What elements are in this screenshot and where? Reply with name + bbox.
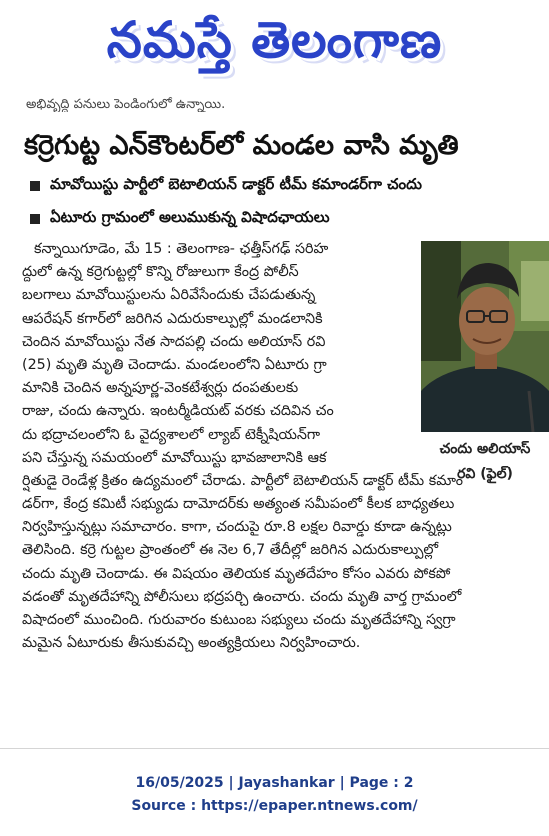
body-line: చెందిన మావోయిస్టు నేత సాదపల్లి చందు అలియాస్ రవి (22, 333, 326, 350)
masthead-title: నమస్తే తెలంగాణ (106, 10, 443, 69)
body-line: బలగాలు మావోయిస్టులను ఏరివేసేందుకు చేపడుతున్న (22, 287, 316, 304)
body-line: ఆపరేషన్ కగార్‌లో జరిగిన ఎదురుకాల్పుల్లో మండలానికి (22, 310, 323, 327)
footer-source-link[interactable]: Source : https://epaper.ntnews.com/ (131, 798, 418, 814)
body-line: తెలిసింది. కర్రె గుట్టల ప్రాంతంలో ఈ నెల 6,7 తేదీల్లో జరిగిన ఎదురుకాల్పుల్లో (22, 542, 439, 559)
body-line: పని చేస్తున్న సమయంలో మావోయిస్టు భావజాలానికి ఆక (22, 449, 327, 466)
body-line: విషాదంలో ముంచింది. గురువారం కుటుంబ సభ్యులు చందు మృతదేహాన్ని స్వగ్రా (22, 612, 456, 628)
photo-caption-line-1: చందు అలియాస్ (439, 441, 531, 457)
footer-edition-info: 16/05/2025 | Jayashankar | Page : 2 (135, 775, 414, 791)
body-line: రాజు, చందు ఉన్నారు. ఇంటర్మీడియట్ వరకు చదివిన చం (22, 403, 334, 420)
body-line: వడంతో మృతదేహాన్ని పోలీసులు భద్రపర్చి ఉంచారు. చందు మృతి వార్త గ్రామంలో (22, 588, 462, 605)
masthead (0, 0, 549, 92)
photo-caption-line-2: రవి (ఫైల్) (457, 466, 513, 482)
previous-article-cutline: అభివృద్ధి పనులు పెండింగులో ఉన్నాయి. (26, 97, 226, 112)
subhead-2-text: ఏటూరు గ్రామంలో అలుముకున్న విషాదఛాయలు (50, 208, 330, 226)
photo-caption (421, 437, 549, 487)
body-line: డర్‌గా, కేంద్ర కమిటీ సభ్యుడు దామోదర్‌కు అత్యంత సమీపంలో కీలక బాధ్యతలు (22, 496, 455, 513)
article-headline: కర్రెగుట్ట ఎన్‌కౌంటర్‌లో మండల వాసి మృతి (24, 130, 459, 161)
subhead-2 (30, 207, 549, 231)
portrait-photo (421, 241, 549, 432)
subhead-1 (30, 174, 549, 198)
body-line: ద్దులో ఉన్న కర్రెగుట్టల్లో కొన్ని రోజులుగా కేంద్ర పోలీస్ (22, 264, 299, 281)
bullet-square-icon (30, 181, 40, 191)
footer-divider (0, 748, 549, 749)
body-line: (25) మృతి మృతి చెందాడు. మండలంలోని ఏటూరు గ్రా (22, 356, 327, 373)
body-line: మానికి చెందిన అన్నపూర్ణ-వెంకటేశ్వర్లు దంపతులకు (22, 380, 299, 397)
body-line: కన్నాయిగూడెం, మే 15 : తెలంగాణ- ఛత్తీస్‌గఢ్ సరిహ (34, 241, 329, 257)
body-line: ర్షితుడై రెండేళ్ల క్రితం ఉద్యమంలో చేరాడు. పార్టీలో బెటాలియన్ డాక్టర్ టీమ్ కమాం (22, 472, 463, 489)
body-line: మమైన ఏటూరుకు తీసుకువచ్చి అంత్యక్రియలు నిర్వహించారు. (22, 635, 361, 652)
body-line: నిర్వహిస్తున్నట్లు సమాచారం. కాగా, చందుపై రూ.8 లక్షల రివార్డు కూడా ఉన్నట్లు (22, 519, 452, 536)
subhead-1-text: మావోయిస్టు పార్టీలో బెటాలియన్ డాక్టర్ టీమ్ కమాండర్‌గా చందు (50, 175, 422, 193)
body-line: చందు మృతి చెందాడు. ఈ విషయం తెలియక మృతదేహం కోసం ఎవరు పోకపో (22, 565, 451, 582)
bullet-square-icon (30, 214, 40, 224)
page-footer (0, 772, 549, 818)
portrait-illustration (421, 241, 549, 432)
body-line: దు భద్రాచలంలోని ఓ వైద్యశాలలో ల్యాబ్ టెక్నీషియన్‌గా (22, 426, 321, 443)
